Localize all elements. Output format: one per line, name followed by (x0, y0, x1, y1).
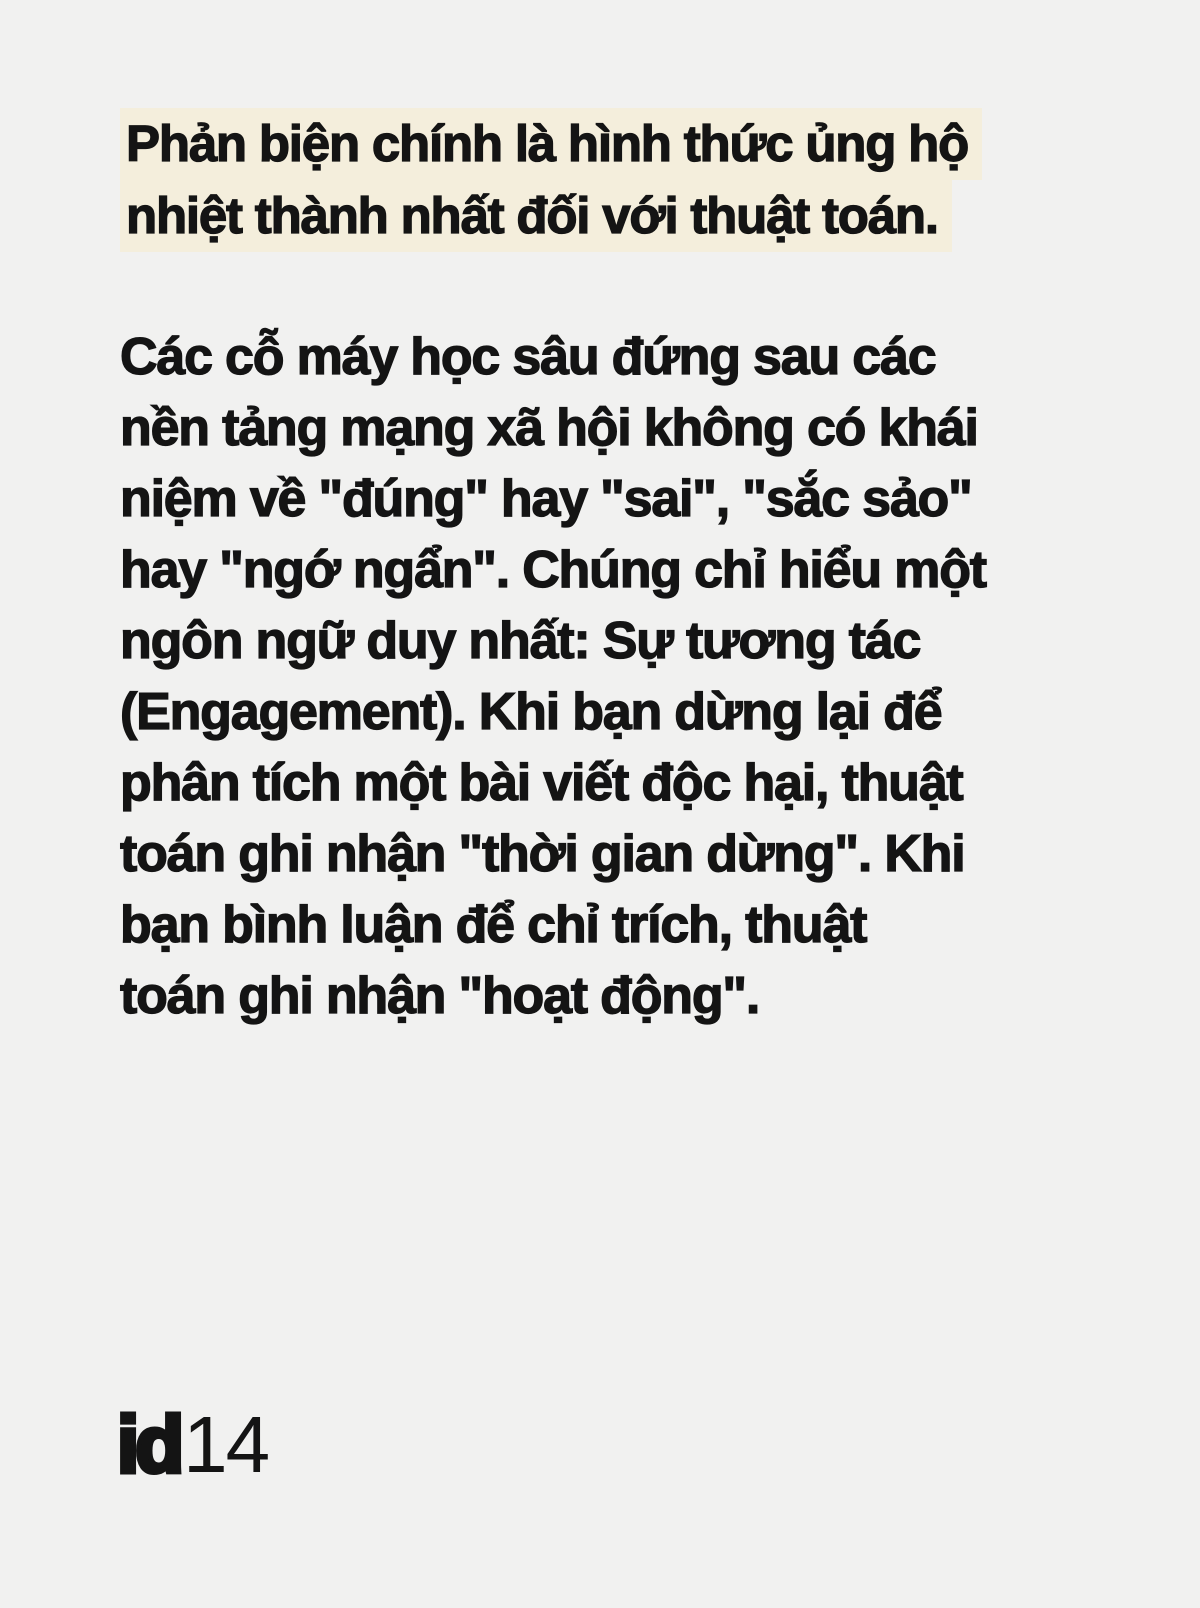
logo-14-text: 14 (183, 1400, 269, 1489)
headline (120, 108, 1120, 252)
body-line-2: nền tảng mạng xã hội không có khái (120, 399, 978, 457)
body-line-4: hay "ngớ ngẩn". Chúng chỉ hiểu một (120, 541, 986, 599)
body-line-9: bạn bình luận để chỉ trích, thuật (120, 896, 867, 954)
logo-id-text: id (117, 1400, 181, 1489)
logo-id14 (117, 1400, 269, 1489)
quote-card (0, 108, 1200, 1608)
headline-line-2: nhiệt thành nhất đối với thuật toán. (120, 180, 952, 252)
body-line-10: toán ghi nhận "hoạt động". (120, 967, 760, 1025)
body-line-5: ngôn ngữ duy nhất: Sự tương tác (120, 612, 921, 670)
body-paragraph (120, 322, 1120, 1032)
body-line-7: phân tích một bài viết độc hại, thuật (120, 754, 963, 812)
body-line-1: Các cỗ máy học sâu đứng sau các (120, 328, 936, 386)
body-line-3: niệm về "đúng" hay "sai", "sắc sảo" (120, 470, 972, 528)
body-line-8: toán ghi nhận "thời gian dừng". Khi (120, 825, 965, 883)
headline-line-1: Phản biện chính là hình thức ủng hộ (120, 108, 982, 180)
body-line-6: (Engagement). Khi bạn dừng lại để (120, 683, 942, 741)
